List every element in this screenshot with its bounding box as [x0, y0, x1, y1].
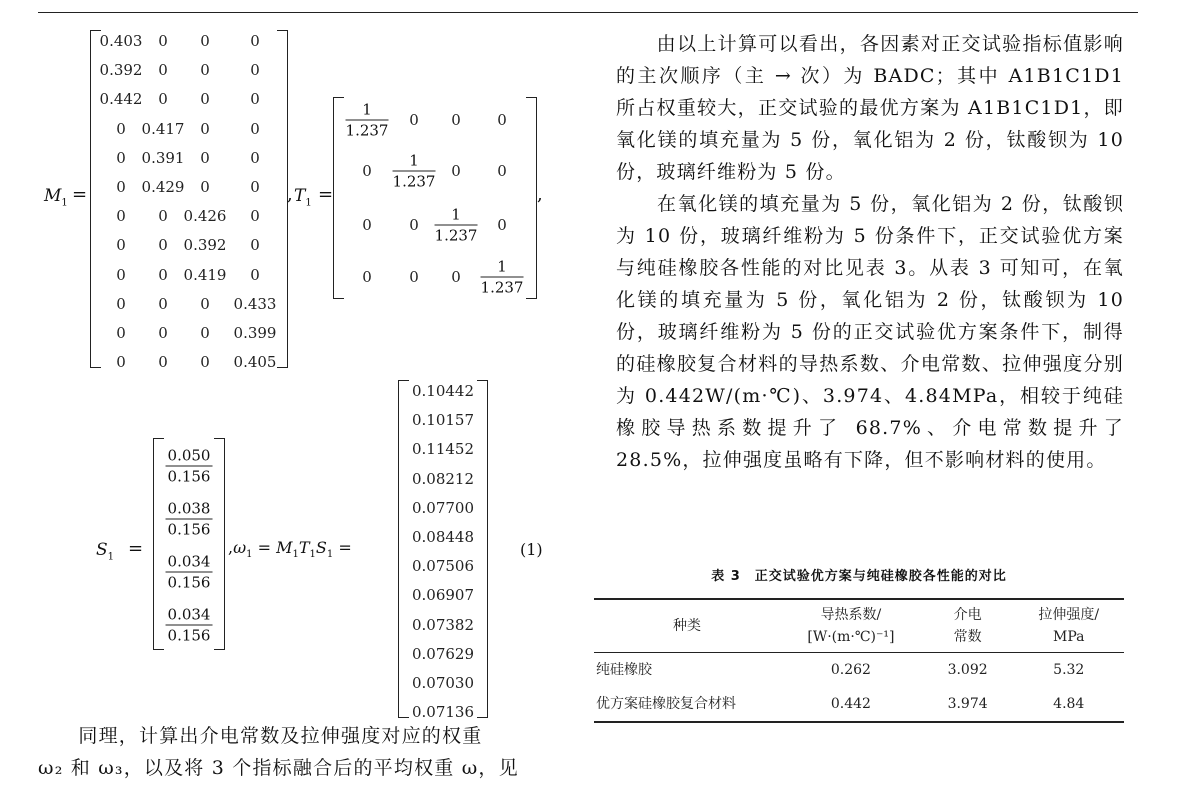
left-paragraph: [38, 720, 558, 784]
matrix-m1-cell: 0: [116, 148, 126, 167]
matrix-m1-cell: 0: [158, 61, 168, 80]
matrix-m1-cell: 0: [200, 324, 210, 342]
matrix-t1-cell: 0: [409, 111, 419, 129]
fraction-denominator: 1.237: [345, 121, 389, 140]
table-cell: 0.262: [830, 662, 871, 678]
top-rule: [38, 12, 1138, 13]
matrix-t1-fraction: [346, 101, 389, 140]
vector-omega1-cell: 0.11452: [411, 440, 475, 459]
matrix-t1-fraction: [435, 206, 478, 245]
matrix-t1-cell: 0: [451, 162, 461, 180]
vector-omega1-cell: 0.07506: [411, 557, 475, 576]
vector-omega1-cell: 0.08212: [411, 469, 475, 488]
matrix-m1-cell: 0: [250, 61, 260, 80]
matrix-m1-cell: 0.391: [141, 148, 185, 167]
matrix-t1-fraction: [393, 152, 436, 191]
matrix-m1-cell: 0.433: [233, 294, 277, 313]
fraction-numerator: 0.034: [167, 605, 211, 624]
matrix-t1-cell: 0: [451, 268, 461, 286]
matrix-m1-cell: 0: [250, 32, 260, 50]
fraction-numerator: 0.038: [167, 499, 211, 518]
matrix-m1-cell: 0: [250, 148, 260, 167]
matrix-m1-cell: 0: [116, 324, 126, 342]
header-type: [594, 599, 780, 653]
t1-label: $T_1$: [294, 186, 312, 209]
table-cell: 纯硅橡胶: [596, 662, 652, 678]
right-text: [616, 28, 1124, 476]
fraction-denominator: 1.237: [434, 226, 478, 245]
vector-s1-fraction: [166, 606, 213, 645]
table-row: [594, 653, 1124, 688]
matrix-t1-cell: 0: [362, 162, 372, 180]
matrix-m1-cell: 0.392: [183, 236, 227, 255]
matrix-m1-cell: 0: [200, 148, 210, 167]
matrix-m1-cell: 0: [116, 119, 126, 138]
matrix-m1-cell: 0: [200, 61, 210, 80]
vector-omega1-cell: 0.08448: [411, 528, 475, 546]
matrix-m1-cell: 0: [158, 32, 168, 50]
fraction-denominator: 0.156: [167, 520, 211, 539]
matrix-m1-cell: 0: [116, 236, 126, 255]
table-cell: 优方案硅橡胶复合材料: [596, 696, 736, 712]
vector-omega1-cell: 0.10442: [411, 382, 475, 400]
header-conductivity: [780, 599, 922, 653]
equals-sign: =: [72, 184, 88, 205]
matrix-m1-cell: 0.405: [233, 353, 277, 372]
matrix-m1-cell: 0: [250, 265, 260, 284]
matrix-m1-cell: 0: [200, 178, 210, 196]
matrix-m1-cell: 0: [200, 353, 210, 372]
table-cell: 5.32: [1053, 662, 1085, 678]
header-text: 介电: [953, 607, 982, 623]
m1-label: $M_1$: [44, 186, 68, 209]
fraction-numerator: 1: [435, 206, 478, 226]
matrix-m1-cell: 0: [158, 207, 168, 226]
vector-omega1: [398, 380, 488, 722]
matrix-t1-cell: 0: [362, 268, 372, 286]
fraction-denominator: 0.156: [167, 467, 211, 486]
fraction-numerator: 1: [393, 152, 436, 172]
table-row: [594, 687, 1124, 722]
vector-omega1-cell: 0.07030: [411, 674, 475, 692]
fraction-denominator: 0.156: [167, 573, 211, 592]
fraction-numerator: 1: [481, 258, 524, 278]
matrix-t1-cell: 0: [451, 111, 461, 129]
vector-omega1-cell: 0.07136: [411, 703, 475, 722]
header-dielectric: [922, 599, 1014, 653]
matrix-s1: [153, 438, 225, 650]
matrix-m1-cell: 0: [250, 119, 260, 138]
table-cell: 3.092: [947, 662, 988, 678]
header-unit: [W·(m·℃)⁻¹]: [807, 629, 895, 645]
left-line: ω₂ 和 ω₃，以及将 3 个指标融合后的平均权重 ω，见: [38, 757, 519, 779]
left-line: 同理，计算出介电常数及拉伸强度对应的权重: [38, 725, 483, 747]
matrix-t1-cell: 0: [497, 216, 507, 234]
matrix-m1-cell: 0: [250, 90, 260, 109]
header-text: 种类: [673, 618, 702, 634]
matrix-m1-cell: 0.429: [141, 178, 185, 196]
matrix-m1-cell: 0: [158, 265, 168, 284]
header-unit: MPa: [1053, 629, 1085, 645]
header-text: 导热系数/: [820, 607, 882, 623]
table-header-row: [594, 599, 1124, 653]
matrix-m1-cell: 0: [158, 236, 168, 255]
matrix-m1-cell: 0: [116, 207, 126, 226]
matrix-t1-cell: 0: [362, 216, 372, 234]
matrix-m1-cell: 0.419: [183, 265, 227, 284]
table-cell: 0.442: [830, 696, 871, 712]
vector-omega1-cell: 0.06907: [411, 586, 475, 605]
table-caption: 表 3 正交试验优方案与纯硅橡胶各性能的对比: [711, 569, 1007, 584]
header-text: 拉伸强度/: [1038, 607, 1100, 623]
vector-omega1-cell: 0.07629: [411, 644, 475, 663]
vector-omega1-cell: 0.07382: [411, 615, 475, 634]
comma: ,: [537, 184, 543, 205]
matrix-t1-cell: 0: [497, 111, 507, 129]
matrix-m1-cell: 0.426: [183, 207, 227, 226]
comma: ,: [287, 184, 293, 205]
matrix-m1-cell: 0.417: [141, 119, 185, 138]
matrix-m1-cell: 0: [116, 265, 126, 284]
vector-omega1-cell: 0.10157: [411, 411, 475, 430]
matrix-m1-cell: 0: [116, 178, 126, 196]
matrix-m1-cell: 0: [250, 236, 260, 255]
fraction-denominator: 0.156: [167, 626, 211, 645]
comparison-table: [594, 598, 1124, 723]
matrix-m1-cell: 0: [200, 294, 210, 313]
fraction-denominator: 1.237: [392, 172, 436, 191]
matrix-m1-cell: 0: [250, 207, 260, 226]
equation-number: (1): [520, 540, 543, 559]
matrix-t1-cell: 0: [409, 216, 419, 234]
paragraph: 在氧化镁的填充量为 5 份，氧化铝为 2 份，钛酸钡为 10 份，玻璃纤维粉为 5 份条件下，正交试验优方案与纯硅橡胶各性能的对比见表 3。从表 3 可知可，在氧化镁的填充量为 5 份，氧化铝为 2 份，钛酸钡为 10 份，玻璃纤维粉为 5 份的正交试验优方案条件下，制得的硅橡胶复合材料的导热系数、介电常数、拉伸强度分别为 0.442W/(m·℃)、3.974、4.84MPa，相较于纯硅橡胶导热系数提升了 68.7%、介电常数提升了 28.5%，拉伸强度虽略有下降，但不影响材料的使用。: [616, 193, 1124, 471]
table-cell: 3.974: [947, 696, 988, 712]
matrix-m1-cell: 0: [116, 294, 126, 313]
vector-s1-fraction: [166, 553, 213, 592]
s1-label: $S_1$: [96, 540, 115, 563]
matrix-m1-cell: 0: [200, 32, 210, 50]
matrix-m1-cell: 0.442: [99, 90, 143, 109]
paragraph: 由以上计算可以看出，各因素对正交试验指标值影响的主次顺序（主 → 次）为 BADC；其中 A1B1C1D1 所占权重较大，正交试验的最优方案为 A1B1C1D1，即氧化镁的填充量为 5 份，氧化铝为 2 份，钛酸钡为 10 份，玻璃纤维粉为 5 份。: [616, 33, 1124, 183]
matrix-m1-cell: 0: [158, 353, 168, 372]
matrix-t1-cell: 0: [409, 268, 419, 286]
fraction-numerator: 1: [346, 101, 389, 121]
vector-s1-fraction: [166, 447, 213, 486]
equals-sign: =: [128, 538, 144, 559]
matrix-t1-cell: 0: [497, 162, 507, 180]
matrix-m1-cell: 0: [200, 119, 210, 138]
header-tensile: [1013, 599, 1124, 653]
matrix-m1: [90, 30, 288, 372]
matrix-m1-cell: 0.403: [99, 32, 143, 50]
matrix-t1-fraction: [481, 258, 524, 297]
fraction-numerator: 0.034: [167, 552, 211, 571]
equals-sign: =: [318, 184, 334, 205]
header-unit: 常数: [953, 629, 982, 645]
omega1-definition: $,\omega_1 = M_1T_1S_1$ =: [228, 538, 352, 561]
matrix-m1-cell: 0: [158, 90, 168, 109]
fraction-denominator: 1.237: [480, 278, 524, 297]
matrix-m1-cell: 0: [158, 294, 168, 313]
vector-s1-fraction: [166, 500, 213, 539]
matrix-m1-cell: 0: [158, 324, 168, 342]
matrix-m1-cell: 0: [200, 90, 210, 109]
matrix-t1: [333, 97, 537, 299]
matrix-m1-cell: 0.392: [99, 61, 143, 80]
matrix-m1-cell: 0: [250, 178, 260, 196]
matrix-m1-cell: 0: [116, 353, 126, 372]
table-cell: 4.84: [1053, 696, 1085, 712]
fraction-numerator: 0.050: [167, 446, 211, 465]
vector-omega1-cell: 0.07700: [411, 498, 475, 517]
matrix-m1-cell: 0.399: [233, 324, 277, 342]
